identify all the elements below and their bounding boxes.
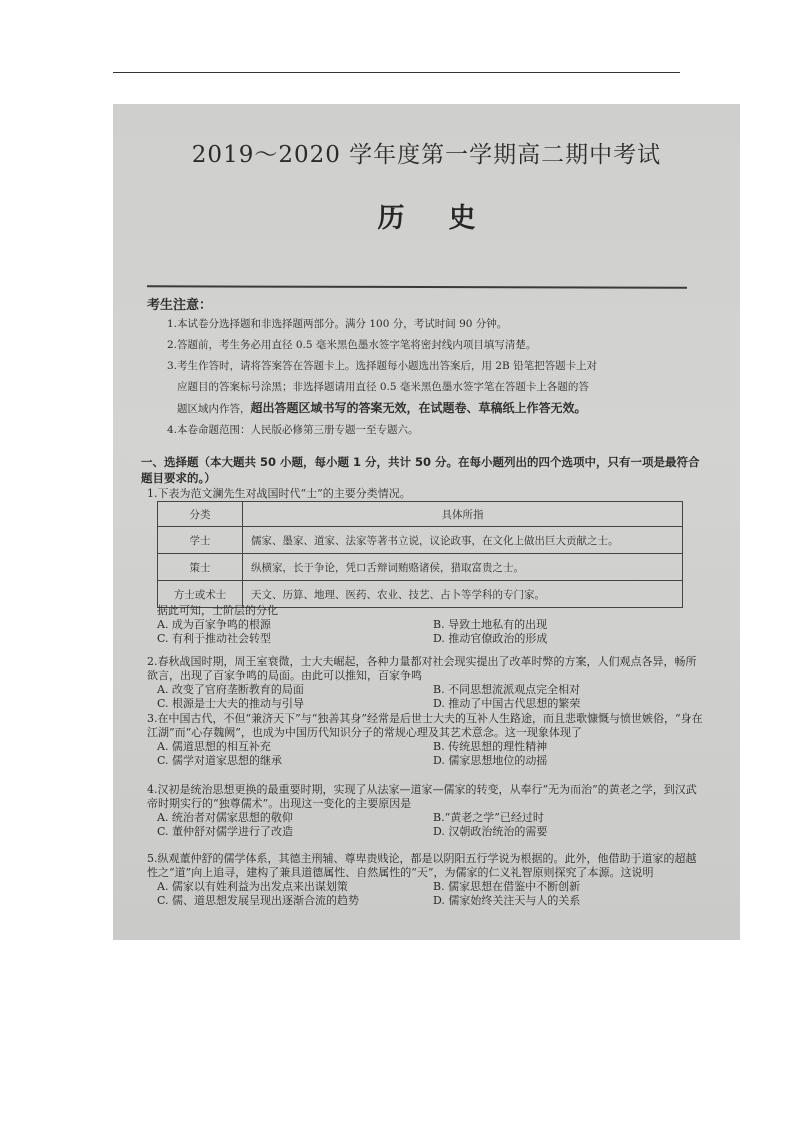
notice-title: 考生注意：	[147, 298, 213, 313]
question-1-answers	[147, 604, 707, 646]
notice-line: 4.本卷命题范围：人民版必修第三册专题一至专题六。	[167, 424, 419, 436]
subject-title: 历史	[377, 203, 520, 234]
question-1-ask: 据此可知，士阶层的分化	[157, 604, 278, 617]
option-c: C. 有利于推动社会转型	[157, 632, 272, 645]
table-row	[158, 527, 683, 554]
option-b: B. 儒家思想在借鉴中不断创新	[433, 880, 581, 893]
table-cell: 学士	[158, 527, 243, 554]
option-c: C. 儒学对道家思想的继承	[157, 754, 283, 767]
option-a: A. 统治者对儒家思想的敬仰	[157, 811, 293, 824]
notice-line: 应题目的答案标号涂黑；非选择题请用直径 0.5 毫米黑色墨水签字笔在答题卡上各题的答	[177, 381, 589, 393]
table-header-cell: 具体所指	[243, 502, 683, 527]
table-cell: 儒家、墨家、道家、法家等著书立说，议论政事，在文化上做出巨大贡献之士。	[243, 527, 683, 554]
question-3	[147, 712, 707, 768]
question-4	[147, 783, 707, 839]
table-cell: 策士	[158, 554, 243, 581]
question-2	[147, 655, 707, 711]
question-2-stem: 2.春秋战国时期，周王室衰微，士大夫崛起，各种力量都对社会现实提出了改革时弊的方案，人们观点各异，畅所欲言，出现了百家争鸣的局面。由此可以推知，百家争鸣	[147, 655, 697, 682]
exam-paper-photo	[113, 104, 740, 940]
page-top-rule	[113, 72, 680, 73]
notice-line-emphasis	[167, 398, 687, 420]
option-d: D. 儒家思想地位的动摇	[433, 754, 548, 767]
question-5	[147, 852, 707, 908]
notice-line: 1.本试卷分选择题和非选择题两部分。满分 100 分，考试时间 90 分钟。	[167, 318, 508, 330]
option-d: D. 儒家始终关注天与人的关系	[433, 894, 581, 907]
notice-list	[167, 314, 687, 441]
option-b: B. 传统思想的理性精神	[433, 740, 548, 753]
table-cell: 纵横家，长于争论，凭口舌辩词贿赂诸侯，猎取富贵之士。	[243, 554, 683, 581]
question-1-stem: 1.下表为范文澜先生对战国时代“士”的主要分类情况。	[147, 487, 411, 500]
notice-line: 3.考生作答时，请将答案答在答题卡上。选择题每小题选出答案后，用 2B 铅笔把答题卡上对	[167, 360, 598, 372]
question-5-stem: 5.纵观董仲舒的儒学体系，其德主刑辅、尊卑贵贱论，都是以阴阳五行学说为根据的。此外，他借助于道家的超越性之“道”向上追寻，建构了兼具道德属性、自然属性的“天”，为儒家的仁义礼智原则探究了本源。这说明	[147, 852, 697, 879]
scholar-category-table	[157, 501, 683, 608]
option-a: A. 成为百家争鸣的根源	[157, 618, 271, 631]
notice-line: 2.答题前，考生务必用直径 0.5 毫米黑色墨水签字笔将密封线内项目填写清楚。	[167, 339, 537, 351]
table-cell: 方士或术士	[158, 581, 243, 608]
exam-title: 2019～2020 学年度第一学期高二期中考试	[191, 142, 662, 168]
option-b: B. 不同思想流派观点完全相对	[433, 683, 581, 696]
header-divider	[147, 285, 687, 288]
option-d: D. 推动官僚政治的形成	[433, 632, 548, 645]
notice-bold-warning: 超出答题区域书写的答案无效，在试题卷、草稿纸上作答无效。	[250, 401, 587, 415]
question-3-stem: 3.在中国古代，不但“兼济天下”与“独善其身”经常是后世士大夫的互补人生路途，而且悲歌慷慨与愤世嫉俗，“身在江湖”而“心存魏阙”，也成为中国历代知识分子的常规心理及其艺术意念。这一现象体现了	[147, 712, 703, 739]
notice-line-prefix: 题区域内作答，	[177, 403, 251, 415]
option-c: C. 董仲舒对儒学进行了改造	[157, 825, 294, 838]
option-a: A. 儒家以有姓利益为出发点来出谋划策	[157, 880, 348, 893]
option-c: C. 儒、道思想发展呈现出逐渐合流的趋势	[157, 894, 360, 907]
table-cell: 天文、历算、地理、医药、农业、技艺、占卜等学科的专门家。	[243, 581, 683, 608]
option-c: C. 根源是士大夫的推动与引导	[157, 697, 305, 710]
section-heading: 一、选择题（本大题共 50 小题，每小题 1 分，共计 50 分。在每小题列出的四个选项中，只有一项是最符合题目要求的。）	[141, 455, 700, 485]
option-a: A. 儒道思想的相互补充	[157, 740, 271, 753]
table-row	[158, 554, 683, 581]
question-4-stem: 4.汉初是统治思想更换的最重要时期，实现了从法家—道家—儒家的转变，从奉行“无为而治”的黄老之学，到汉武帝时期实行的“独尊儒术”。出现这一变化的主要原因是	[147, 783, 697, 810]
option-b: B. 导致土地私有的出现	[433, 618, 548, 631]
option-d: D. 推动了中国古代思想的繁荣	[433, 697, 581, 710]
option-a: A. 改变了官府垄断教育的局面	[157, 683, 304, 696]
table-header-row	[158, 502, 683, 527]
table-header-cell: 分类	[158, 502, 243, 527]
option-d: D. 汉朝政治统治的需要	[433, 825, 548, 838]
option-b: B.“黄老之学”已经过时	[433, 811, 544, 824]
